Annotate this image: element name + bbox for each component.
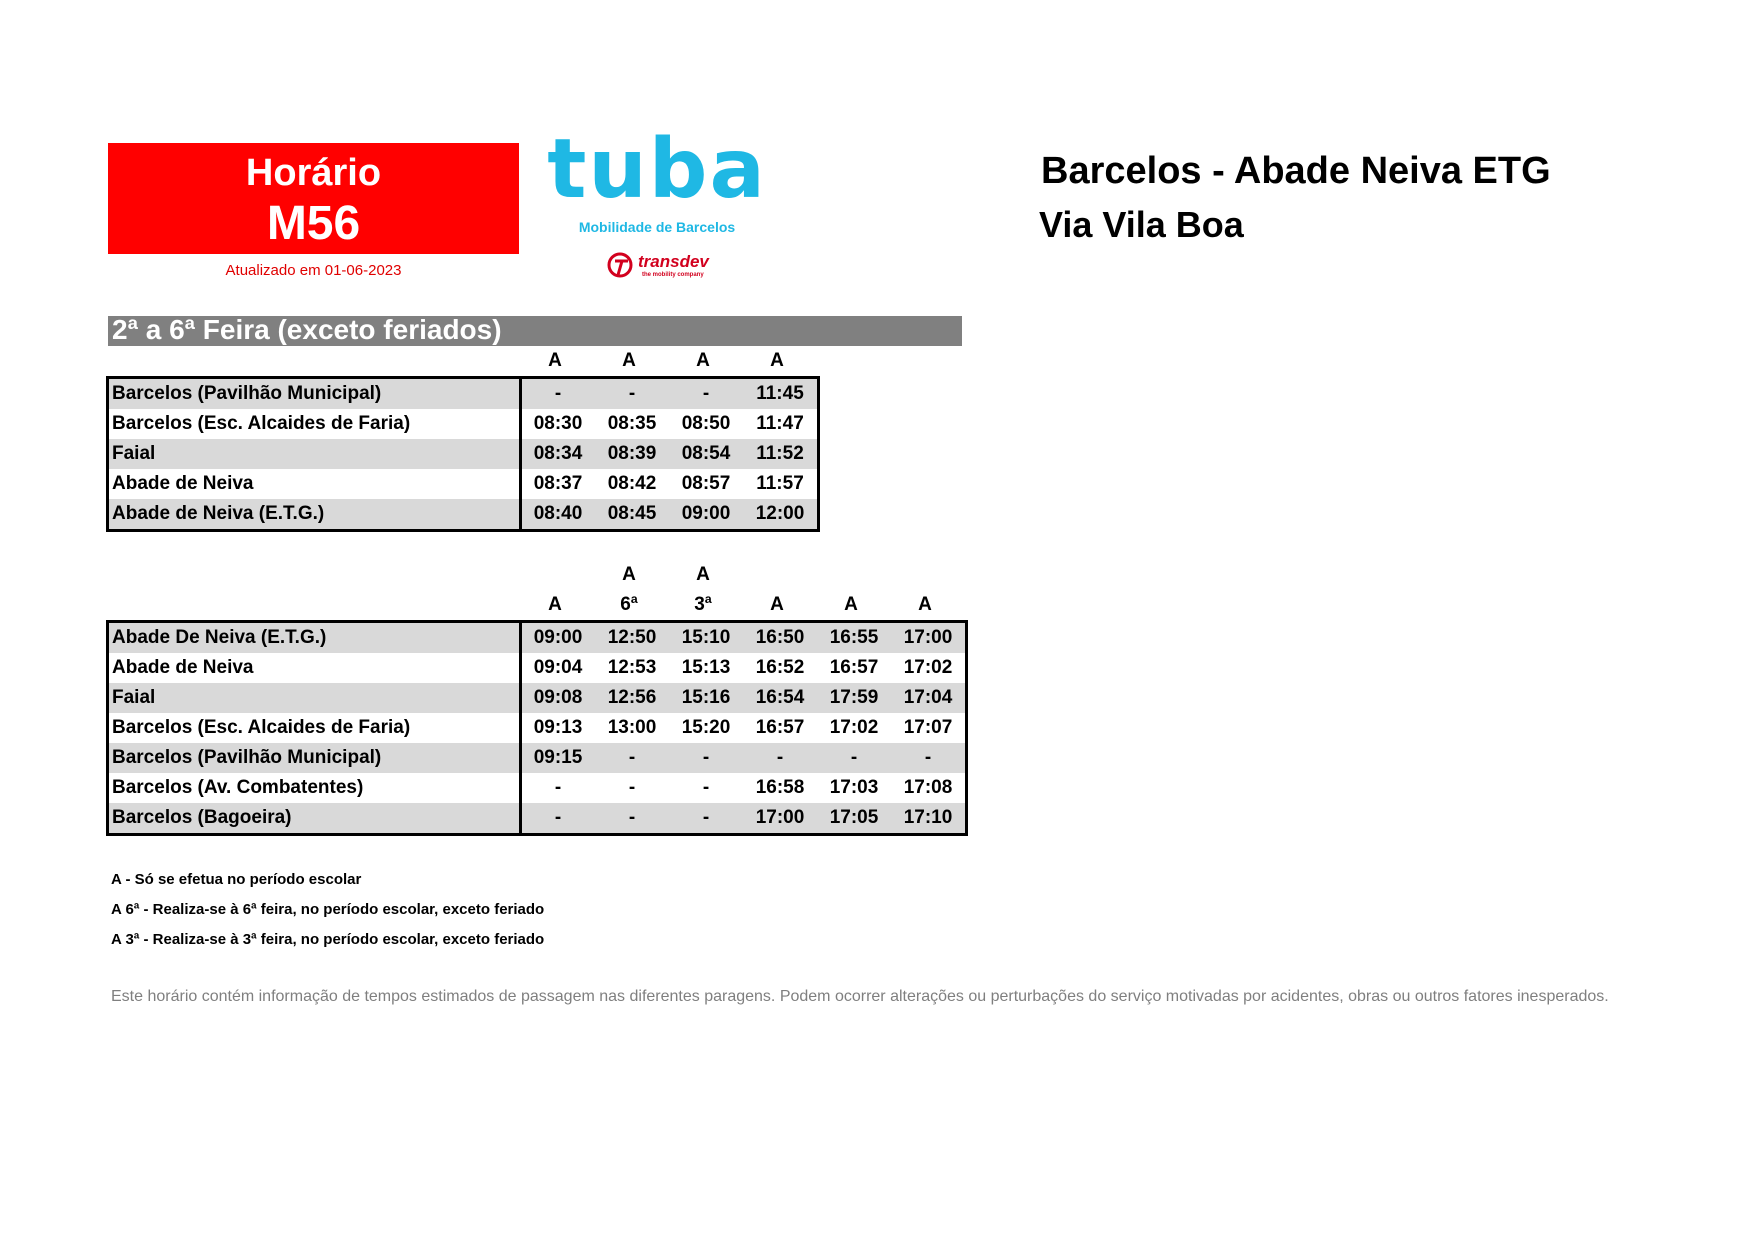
time-cell: 17:10 [903,807,953,828]
time-cell: - [554,383,562,404]
time-cell: 11:52 [756,443,804,464]
footnote: A 3ª - Realiza-se à 3ª feira, no período escolar, exceto feriado [111,931,545,948]
time-cell: 17:07 [903,717,953,738]
column-divider [519,623,522,833]
time-cell: 08:40 [533,503,583,524]
col-header: A [548,594,562,615]
table-row [109,499,817,529]
schedule-table-1 [106,376,820,532]
table-row [109,803,965,833]
stop-name: Faial [112,443,156,464]
logo-tagline: Mobilidade de Barcelos [578,219,736,235]
stop-name: Barcelos (Esc. Alcaides de Faria) [112,413,411,434]
table-row [109,623,965,653]
col-header: A [770,594,784,615]
time-cell: 09:00 [533,627,583,648]
time-cell: 12:00 [755,503,805,524]
operator-name: transdev [638,252,709,271]
stop-name: Abade de Neiva [112,473,254,494]
col-header: A [696,350,710,371]
time-cell: - [628,747,636,768]
time-cell: - [924,747,932,768]
time-cell: 09:00 [681,503,731,524]
time-cell: 09:08 [533,687,583,708]
time-cell: 15:13 [681,657,731,678]
time-cell: 13:00 [607,717,657,738]
time-cell: 17:00 [755,807,805,828]
transdev-logo [606,251,716,281]
badge-title: Horário [245,152,382,194]
time-cell: 11:57 [756,473,804,494]
updated-date: Atualizado em 01-06-2023 [225,262,402,279]
time-cell: 16:50 [755,627,805,648]
route-via: Via Vila Boa [1039,204,1244,245]
stop-name: Abade de Neiva (E.T.G.) [112,503,325,524]
footnote: A - Só se efetua no período escolar [111,871,362,888]
time-cell: - [554,807,562,828]
table-row [109,469,817,499]
stop-name: Barcelos (Bagoeira) [112,807,292,828]
time-cell: 16:57 [755,717,805,738]
time-cell: 08:57 [681,473,731,494]
time-cell: 11:47 [756,413,804,434]
col-header: A [622,350,636,371]
time-cell: - [628,807,636,828]
time-cell: 17:04 [903,687,953,708]
table-row [109,683,965,713]
col-header-top: A [622,564,636,585]
logo-word: tuba [547,122,767,217]
time-cell: 08:42 [607,473,657,494]
operator-tagline: the mobility company [642,272,704,278]
time-cell: - [554,777,562,798]
table-row [109,379,817,409]
route-code: M56 [266,197,361,250]
footnote: A 6ª - Realiza-se à 6ª feira, no período escolar, exceto feriado [111,901,545,918]
tuba-logo [534,122,780,285]
time-cell: 08:50 [681,413,731,434]
section-band [108,316,962,346]
time-cell: 16:57 [829,657,879,678]
time-cell: - [702,777,710,798]
time-cell: 16:54 [755,687,805,708]
time-cell: 17:02 [903,657,953,678]
time-cell: 09:04 [533,657,583,678]
time-cell: 17:00 [903,627,953,648]
route-title: Barcelos - Abade Neiva ETG [1041,150,1551,192]
col-header: 6ª [620,594,638,615]
table-row [109,773,965,803]
table-row [109,439,817,469]
time-cell: 09:13 [533,717,583,738]
time-cell: - [702,807,710,828]
stop-name: Abade de Neiva [112,657,254,678]
table-row [109,743,965,773]
col-header: 3ª [694,594,712,615]
time-cell: - [628,777,636,798]
time-cell: 15:20 [681,717,731,738]
col-header: A [918,594,932,615]
time-cell: - [850,747,858,768]
time-cell: 17:02 [829,717,879,738]
time-cell: - [776,747,784,768]
time-cell: 12:56 [607,687,657,708]
section-label: 2ª a 6ª Feira (exceto feriados) [112,314,502,345]
time-cell: 11:45 [756,383,804,404]
col-header: A [548,350,562,371]
stop-name: Barcelos (Pavilhão Municipal) [112,383,382,404]
time-cell: 08:34 [533,443,583,464]
time-cell: 17:05 [829,807,879,828]
table-row [109,409,817,439]
time-cell: 08:37 [533,473,583,494]
time-cell: 16:52 [755,657,805,678]
col-header-top: A [696,564,710,585]
stop-name: Abade De Neiva (E.T.G.) [112,627,327,648]
time-cell: 08:45 [607,503,657,524]
schedule-table-2 [106,620,968,836]
stop-name: Barcelos (Pavilhão Municipal) [112,747,382,768]
time-cell: - [702,747,710,768]
route-badge [108,143,519,254]
table-row [109,713,965,743]
time-cell: 17:03 [829,777,879,798]
time-cell: 15:10 [681,627,731,648]
time-cell: 16:55 [829,627,879,648]
time-cell: 08:30 [533,413,583,434]
time-cell: 08:39 [607,443,657,464]
disclaimer: Este horário contém informação de tempos estimados de passagem nas diferentes paragens. Podem ocorrer alterações ou perturbações do serviço motivadas por acidentes, obras ou outros fatores inesperados. [111,988,1609,1005]
time-cell: 08:35 [607,413,657,434]
time-cell: 08:54 [681,443,731,464]
time-cell: 15:16 [681,687,731,708]
transdev-mark-icon [606,251,636,279]
time-cell: - [628,383,636,404]
time-cell: 16:58 [755,777,805,798]
time-cell: 09:15 [533,747,583,768]
stop-name: Barcelos (Esc. Alcaides de Faria) [112,717,411,738]
time-cell: 12:53 [607,657,657,678]
time-cell: 12:50 [607,627,657,648]
stop-name: Faial [112,687,156,708]
time-cell: 17:08 [903,777,953,798]
col-header: A [770,350,784,371]
col-header: A [844,594,858,615]
time-cell: 17:59 [829,687,879,708]
table-row [109,653,965,683]
time-cell: - [702,383,710,404]
stop-name: Barcelos (Av. Combatentes) [112,777,364,798]
column-divider [519,379,522,529]
